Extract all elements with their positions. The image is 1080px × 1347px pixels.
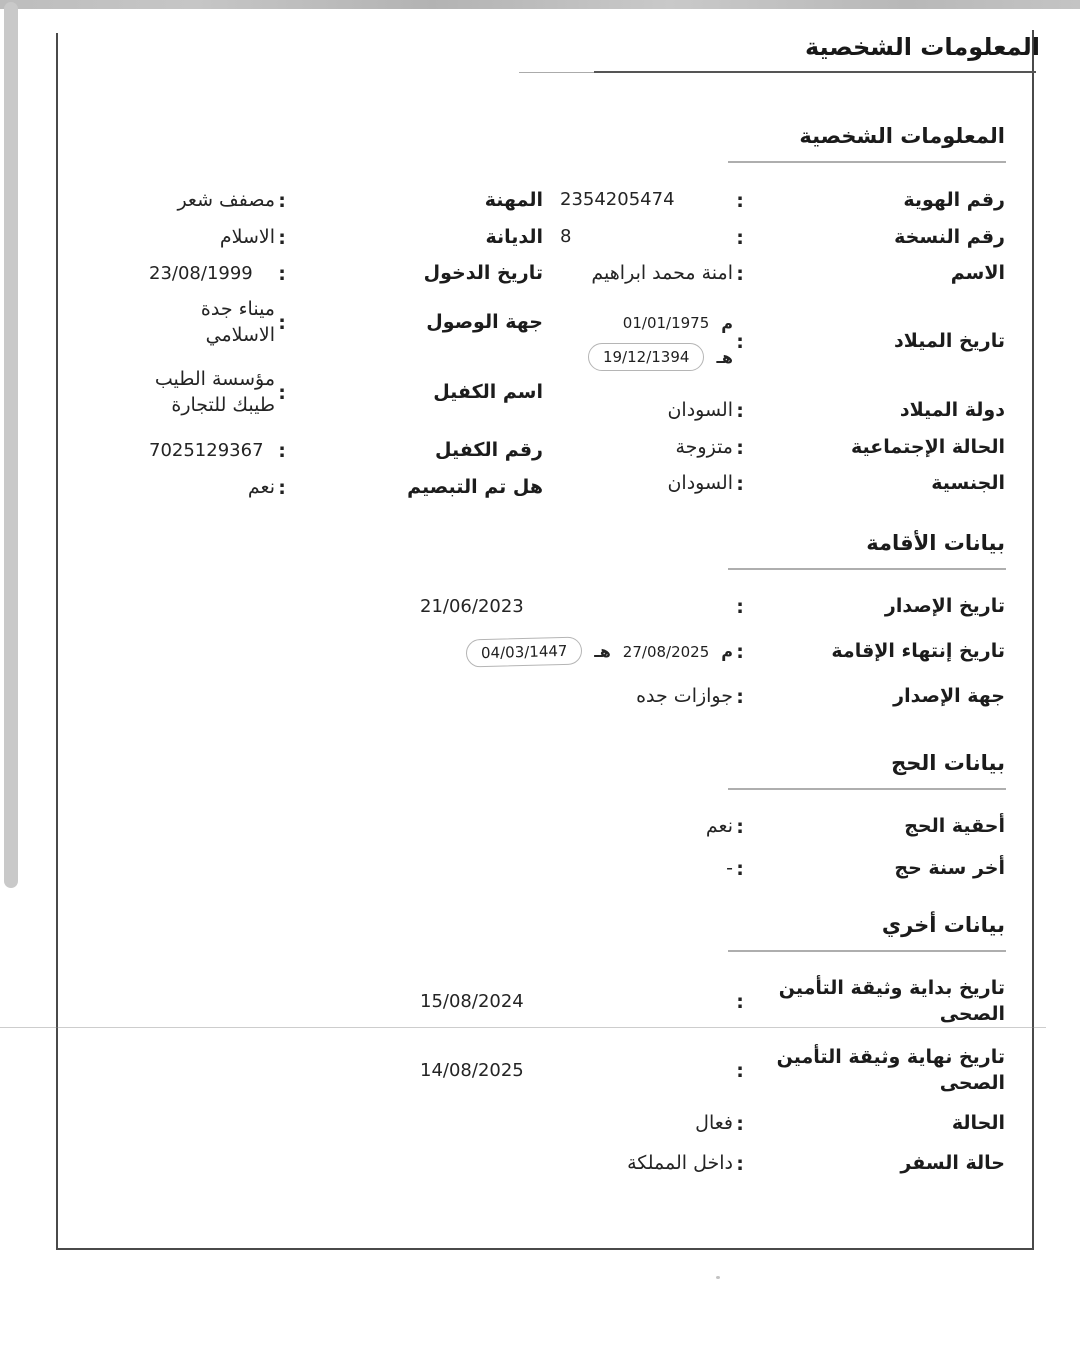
field-label: هل تم التبصيم bbox=[407, 476, 543, 499]
field-label: الحالة bbox=[951, 1112, 1005, 1135]
section-underline bbox=[728, 161, 1006, 163]
personal-fields-right bbox=[560, 182, 1005, 502]
field-value: ميناء جدة الاسلامي bbox=[200, 298, 275, 346]
field-label: تاريخ بداية وثيقة التأمين الصحى bbox=[778, 977, 1005, 1025]
colon-separator: : bbox=[736, 331, 744, 353]
field-row-issuing-authority bbox=[420, 675, 1005, 719]
field-label: المهنة bbox=[484, 188, 543, 211]
field-value: 8 bbox=[560, 226, 572, 248]
colon-separator: : bbox=[278, 440, 286, 462]
gregorian-date-line bbox=[560, 313, 733, 335]
colon-separator: : bbox=[278, 263, 286, 285]
hijri-marker: هـ bbox=[594, 642, 611, 662]
field-row-religion bbox=[149, 219, 543, 256]
field-label: الجنسية bbox=[931, 472, 1005, 495]
gregorian-date: 27/08/2025 bbox=[622, 642, 710, 661]
field-label: حالة السفر bbox=[900, 1152, 1005, 1175]
field-label: تاريخ إنتهاء الإقامة bbox=[831, 640, 1005, 663]
field-value: 15/08/2024 bbox=[420, 990, 524, 1012]
scan-speck bbox=[716, 1276, 720, 1279]
colon-separator: : bbox=[736, 226, 744, 249]
colon-separator: : bbox=[736, 641, 744, 663]
section-header-other: بيانات أخري bbox=[881, 913, 1005, 937]
field-row-arrival-port bbox=[149, 292, 543, 354]
hijri-marker: هـ bbox=[716, 347, 733, 367]
colon-separator: : bbox=[736, 596, 744, 618]
field-row-insurance-end bbox=[420, 1038, 1005, 1104]
field-value: امنة محمد ابراهيم bbox=[591, 262, 733, 285]
page-right-border bbox=[1032, 30, 1034, 1250]
field-value: جوازات جده bbox=[636, 685, 733, 708]
field-value: السودان bbox=[667, 399, 733, 422]
field-value bbox=[560, 313, 733, 372]
field-row-entry-date bbox=[149, 256, 543, 292]
field-row-birth-date bbox=[560, 292, 1005, 392]
field-row-nationality bbox=[560, 466, 1005, 502]
colon-separator: : bbox=[736, 1153, 744, 1175]
colon-separator: : bbox=[736, 1113, 744, 1135]
field-label: اسم الكفيل bbox=[433, 381, 543, 404]
field-row-id-number bbox=[560, 182, 1005, 219]
field-row-last-hajj-year bbox=[420, 849, 1005, 889]
colon-separator: : bbox=[278, 477, 286, 499]
field-row-birth-country bbox=[560, 392, 1005, 430]
page-left-border bbox=[56, 33, 58, 1250]
hijri-date-box: 19/12/1394 bbox=[588, 343, 704, 371]
colon-separator: : bbox=[736, 816, 744, 838]
colon-separator: : bbox=[278, 382, 286, 404]
field-label: أخر سنة حج bbox=[894, 857, 1005, 880]
gregorian-date: 01/01/1975 bbox=[622, 314, 710, 333]
colon-separator: : bbox=[736, 858, 744, 880]
section-header-residence: بيانات الأقامة bbox=[866, 531, 1005, 555]
field-row-residence-expiry bbox=[420, 629, 1005, 675]
scrollbar-thumb[interactable] bbox=[4, 2, 18, 888]
field-label: جهة الوصول bbox=[426, 311, 543, 334]
section-header-hajj: بيانات الحج bbox=[891, 751, 1005, 775]
field-row-fingerprinted bbox=[149, 470, 543, 506]
field-value: الاسلام bbox=[219, 225, 275, 248]
field-row-name bbox=[560, 256, 1005, 292]
field-label: رقم النسخة bbox=[894, 225, 1005, 248]
field-row-travel-status bbox=[420, 1144, 1005, 1184]
field-value: نعم bbox=[247, 476, 275, 499]
field-value bbox=[420, 638, 733, 666]
field-label: الاسم bbox=[950, 262, 1005, 285]
title-underline bbox=[594, 71, 1036, 73]
field-value: مصفف شعر bbox=[177, 188, 275, 211]
other-fields bbox=[420, 966, 1005, 1184]
residence-fields bbox=[420, 585, 1005, 719]
field-label: رقم الهوية bbox=[903, 188, 1005, 211]
colon-separator: : bbox=[736, 686, 744, 708]
field-value: نعم bbox=[705, 815, 733, 838]
gregorian-marker: م bbox=[721, 313, 733, 333]
field-label: تاريخ الدخول bbox=[423, 262, 543, 285]
field-value: السودان bbox=[667, 472, 733, 495]
hijri-date-box: 04/03/1447 bbox=[465, 636, 582, 667]
page-bottom-border bbox=[56, 1248, 1034, 1250]
field-label: الديانة bbox=[485, 225, 543, 248]
section-underline bbox=[728, 788, 1006, 790]
hajj-fields bbox=[420, 805, 1005, 889]
field-row-marital-status bbox=[560, 430, 1005, 466]
field-label: الحالة الإجتماعية bbox=[851, 436, 1005, 459]
field-row-sponsor-number bbox=[149, 432, 543, 470]
field-label: دولة الميلاد bbox=[899, 399, 1005, 422]
field-row-hajj-eligibility bbox=[420, 805, 1005, 849]
colon-separator: : bbox=[278, 312, 286, 334]
field-value: داخل المملكة bbox=[627, 1152, 733, 1175]
section-underline bbox=[728, 568, 1006, 570]
field-value: 23/08/1999 bbox=[149, 262, 253, 284]
field-value: مؤسسة الطيب طيبك للتجارة bbox=[154, 368, 275, 416]
gregorian-marker: م bbox=[721, 642, 733, 662]
section-underline bbox=[728, 950, 1006, 952]
field-value: 2354205474 bbox=[560, 189, 675, 211]
colon-separator: : bbox=[736, 1060, 744, 1082]
colon-separator: : bbox=[736, 473, 744, 495]
colon-separator: : bbox=[736, 991, 744, 1013]
colon-separator: : bbox=[278, 189, 286, 212]
field-value: 21/06/2023 bbox=[420, 595, 524, 617]
field-label: تاريخ الإصدار bbox=[884, 595, 1005, 618]
colon-separator: : bbox=[736, 263, 744, 285]
field-label: تاريخ الميلاد bbox=[894, 330, 1005, 353]
page-title: المعلومات الشخصية bbox=[804, 33, 1040, 61]
colon-separator: : bbox=[278, 226, 286, 249]
field-label: رقم الكفيل bbox=[435, 439, 543, 462]
field-row-status bbox=[420, 1104, 1005, 1144]
field-label: جهة الإصدار bbox=[893, 685, 1005, 708]
field-value: متزوجة bbox=[675, 436, 733, 459]
field-row-copy-number bbox=[560, 219, 1005, 256]
field-label: تاريخ نهاية وثيقة التأمين الصحى bbox=[776, 1046, 1005, 1094]
field-row-issue-date bbox=[420, 585, 1005, 629]
hijri-date-line bbox=[560, 343, 733, 371]
scan-edge-artifact bbox=[0, 0, 1080, 9]
field-value: 14/08/2025 bbox=[420, 1059, 524, 1081]
field-value: 7025129367 bbox=[149, 439, 264, 461]
field-row-sponsor-name bbox=[149, 354, 543, 432]
colon-separator: : bbox=[736, 189, 744, 212]
colon-separator: : bbox=[736, 400, 744, 422]
field-value: فعال bbox=[695, 1112, 733, 1135]
field-value: - bbox=[726, 857, 733, 880]
field-label: أحقية الحج bbox=[904, 815, 1005, 838]
field-row-profession bbox=[149, 182, 543, 219]
section-header-personal: المعلومات الشخصية bbox=[799, 124, 1005, 148]
title-underline-faint bbox=[519, 72, 594, 73]
personal-fields-left bbox=[149, 182, 543, 506]
colon-separator: : bbox=[736, 437, 744, 459]
scan-artifact-line bbox=[0, 1027, 1046, 1028]
